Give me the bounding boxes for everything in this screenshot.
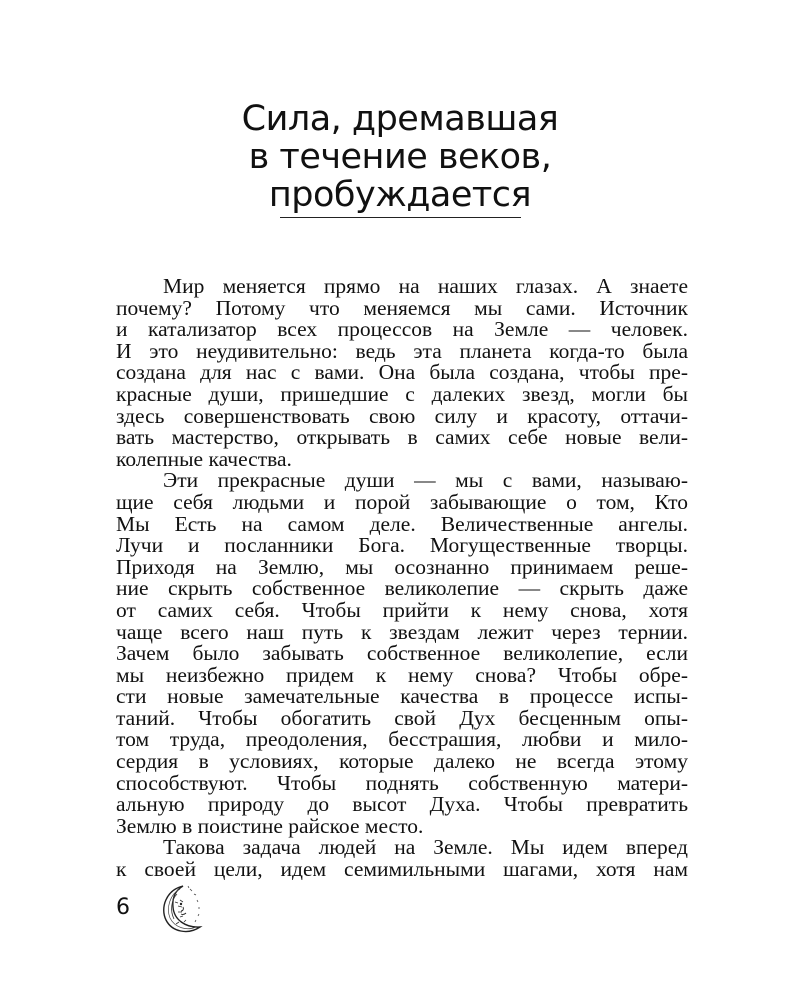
chapter-title-line: в течение веков, [248, 137, 552, 177]
text-line: Землю в поистине райское место. [116, 813, 424, 838]
text-line: сти новые замечательные качества в процессе испы- [116, 684, 688, 709]
text-line: Мир меняется прямо на наших глазах. А знаете [163, 274, 688, 298]
page-number: 6 [116, 895, 130, 920]
text-line: И это неудивительно: ведь эта планета когда-то была [116, 338, 688, 363]
body-text [116, 276, 688, 881]
text-line: к своей цели, идем семимильными шагами, хотя нам [116, 857, 688, 882]
text-line: ние скрыть собственное великолепие — скрыть даже [116, 576, 688, 601]
text-line: красные души, пришедшие с далеких звезд, могли бы [116, 381, 688, 406]
text-line: чаще всего наш путь к звездам лежит через тернии. [116, 619, 688, 644]
text-line: таний. Чтобы обогатить свой Дух бесценным опы- [116, 705, 688, 730]
text-line: и катализатор всех процессов на Земле — человек. [116, 317, 688, 342]
text-line: Такова задача людей на Земле. Мы идем вперед [163, 835, 688, 860]
text-line: альную природу до высот Духа. Чтобы превратить [116, 792, 688, 817]
text-line: том труда, преодоления, бесстрашия, любви и мило- [116, 727, 688, 752]
chapter-title [0, 100, 800, 214]
text-line: Лучи и посланники Бога. Могущественные творцы. [116, 533, 688, 558]
chapter-title-line: пробуждается [268, 175, 532, 215]
text-line: создана для нас с вами. Она была создана, чтобы пре- [116, 360, 688, 385]
title-underline [280, 217, 521, 218]
text-line: от самих себя. Чтобы прийти к нему снова, хотя [116, 597, 688, 622]
text-line: Зачем было забывать собственное великолепие, если [116, 641, 688, 666]
text-line: способствуют. Чтобы поднять собственную матери- [116, 770, 688, 795]
text-line: Приходя на Землю, мы осознанно принимаем реше- [116, 554, 688, 579]
text-line: сердия в условиях, которые далеко не всегда этому [116, 749, 688, 774]
text-line: колепные качества. [116, 446, 292, 471]
text-line: вать мастерство, открывать в самих себе новые вели- [116, 425, 688, 450]
text-line: здесь совершенствовать свою силу и красоту, оттачи- [116, 403, 688, 428]
text-line: мы неизбежно придем к нему снова? Чтобы обре- [116, 662, 688, 687]
crescent-moon-icon [150, 880, 208, 938]
text-line: почему? Потому что меняемся мы сами. Источник [116, 295, 688, 320]
chapter-title-line: Сила, дремавшая [241, 99, 559, 139]
text-line: щие себя людьми и порой забывающие о том, Кто [116, 489, 688, 514]
text-line: Мы Есть на самом деле. Величественные ангелы. [116, 511, 688, 536]
text-line: Эти прекрасные души — мы с вами, называю- [163, 468, 688, 493]
